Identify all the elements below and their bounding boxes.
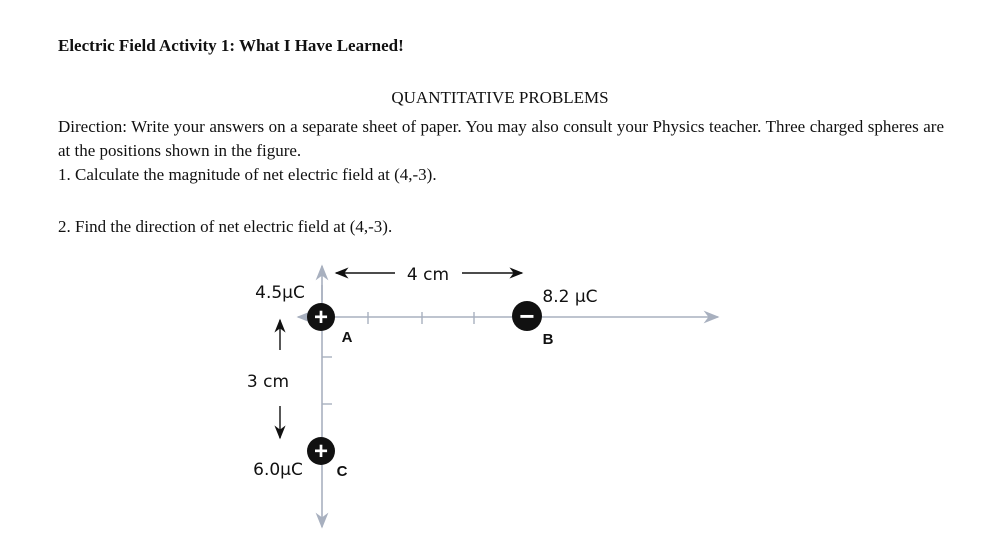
charge-c-label: C [336,463,348,480]
axes [298,266,718,527]
activity-title: Electric Field Activity 1: What I Have Learned! [58,36,404,55]
horizontal-dimension [336,265,522,285]
charge-a-sign: + [313,304,329,331]
charge-b-value: 8.2 μC [542,287,598,307]
vertical-distance-label: 3 cm [246,372,290,392]
charge-b-label: B [542,331,554,348]
horizontal-distance-label: 4 cm [406,265,450,285]
question-2: 2. Find the direction of net electric field at (4,-3). [58,217,393,236]
direction-paragraph: Direction: Write your answers on a separate sheet of paper. You may also consult your Physics teacher. Three charged spheres are at the positions shown in the figure. [58,117,944,160]
vertical-dimension [247,320,289,438]
charge-c-sign: + [313,438,329,465]
question-1: 1. Calculate the magnitude of net electric field at (4,-3). [58,165,437,184]
charge-b-sign: − [519,301,535,331]
section-heading: QUANTITATIVE PROBLEMS [391,88,609,107]
charge-a [255,283,352,346]
charge-c-value: 6.0μC [253,460,303,480]
charge-a-label: A [341,329,353,346]
charge-a-value: 4.5μC [255,283,305,303]
charge-c [253,437,347,480]
